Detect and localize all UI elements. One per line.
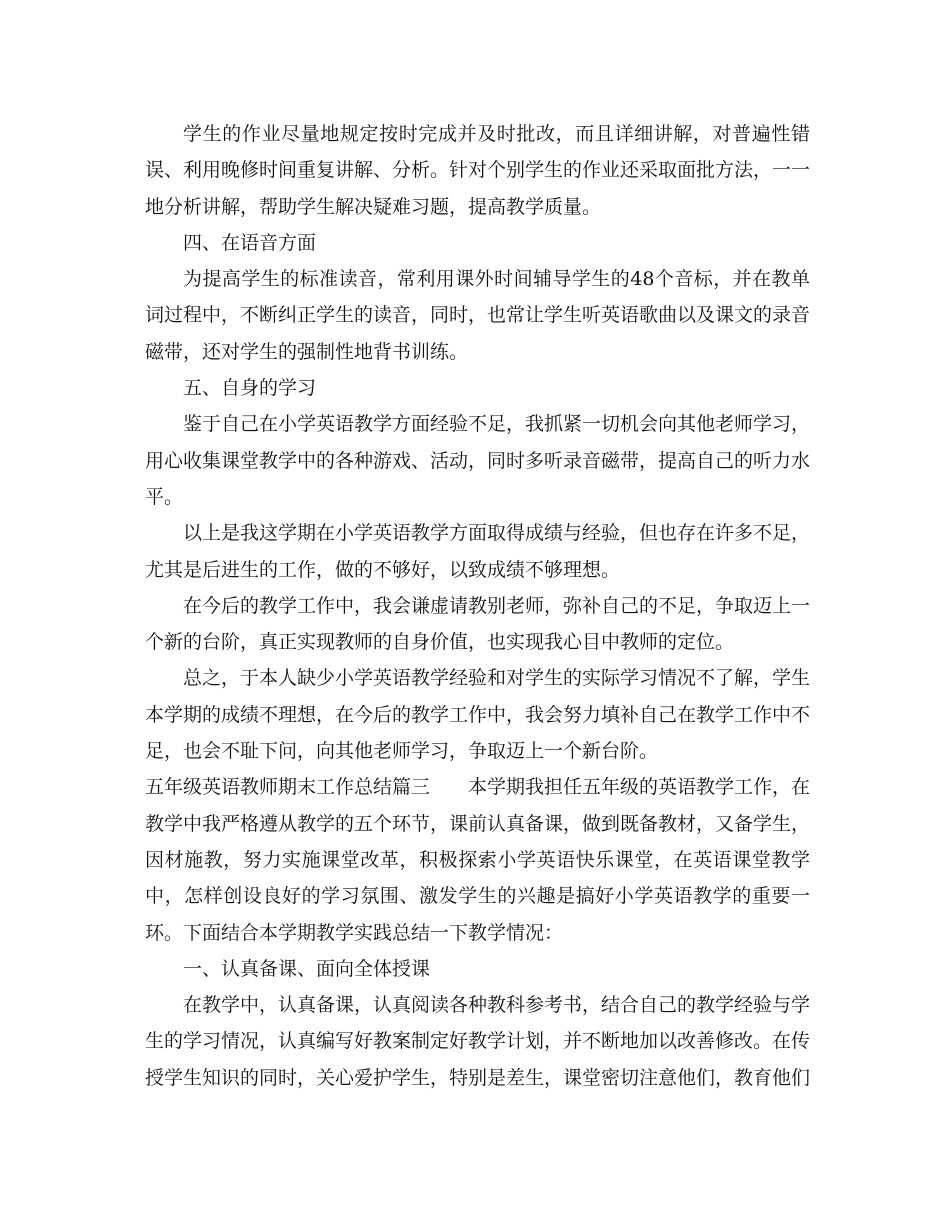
paragraph-self-study: 鉴于自己在小学英语教学方面经验不足，我抓紧一切机会向其他老师学习，用心收集课堂教学中的各种游戏、活动，同时多听录音磁带，提高自己的听力水平。 <box>145 413 811 508</box>
paragraph-conclusion: 总之，于本人缺少小学英语教学经验和对学生的实际学习情况不了解，学生本学期的成绩不理想，在今后的教学工作中，我会努力填补自己在教学工作中不足，也会不耻下问，向其他老师学习，争取迈上一个新台阶。 <box>145 667 811 763</box>
paragraph-future-work: 在今后的教学工作中，我会谦虚请教别老师，弥补自己的不足，争取迈上一个新的台阶，真正实现教师的自身价值，也实现我心目中教师的定位。 <box>145 594 811 654</box>
paragraph-lesson-prep: 在教学中，认真备课，认真阅读各种教科参考书，结合自己的教学经验与学生的学习情况，认真编写好教案制定好教学计划，并不断地加以改善修改。在传授学生知识的同时，关心爱护学生，特别是差生，课堂密切注意他们，教育他们 <box>145 994 811 1089</box>
document-page <box>145 116 810 1096</box>
paragraph-pronunciation: 为提高学生的标准读音，常利用课外时间辅导学生的48个音标，并在教单词过程中，不断纠正学生的读音，同时，也常让学生听英语歌曲以及课文的录音磁带，还对学生的强制性地背书训练。 <box>145 268 811 363</box>
paragraph-homework: 学生的作业尽量地规定按时完成并及时批改，而且详细讲解，对普遍性错误、利用晚修时间重复讲解、分析。针对个别学生的作业还采取面批方法，一一地分析讲解，帮助学生解决疑难习题，提高教学质量。 <box>145 123 811 218</box>
paragraph-summary-shortcomings: 以上是我这学期在小学英语教学方面取得成绩与经验，但也存在许多不足，尤其是后进生的工作，做的不够好，以致成绩不够理想。 <box>145 522 811 581</box>
section-heading-lesson-prep: 一、认真备课、面向全体授课 <box>183 957 431 980</box>
section-heading-pronunciation: 四、在语音方面 <box>183 231 317 254</box>
section-heading-self-study: 五、自身的学习 <box>183 377 317 400</box>
paragraph-part-three-intro: 五年级英语教师期末工作总结篇三 本学期我担任五年级的英语教学工作，在教学中我严格遵从教学的五个环节，课前认真备课，做到既备教材，又备学生，因材施教，努力实施课堂改革，积极探索小学英语快乐课堂，在英语课堂教学中，怎样创设良好的学习氛围、激发学生的兴趣是搞好小学英语教学的重要一环。下面结合本学期教学实践总结一下教学情况： <box>145 776 811 944</box>
